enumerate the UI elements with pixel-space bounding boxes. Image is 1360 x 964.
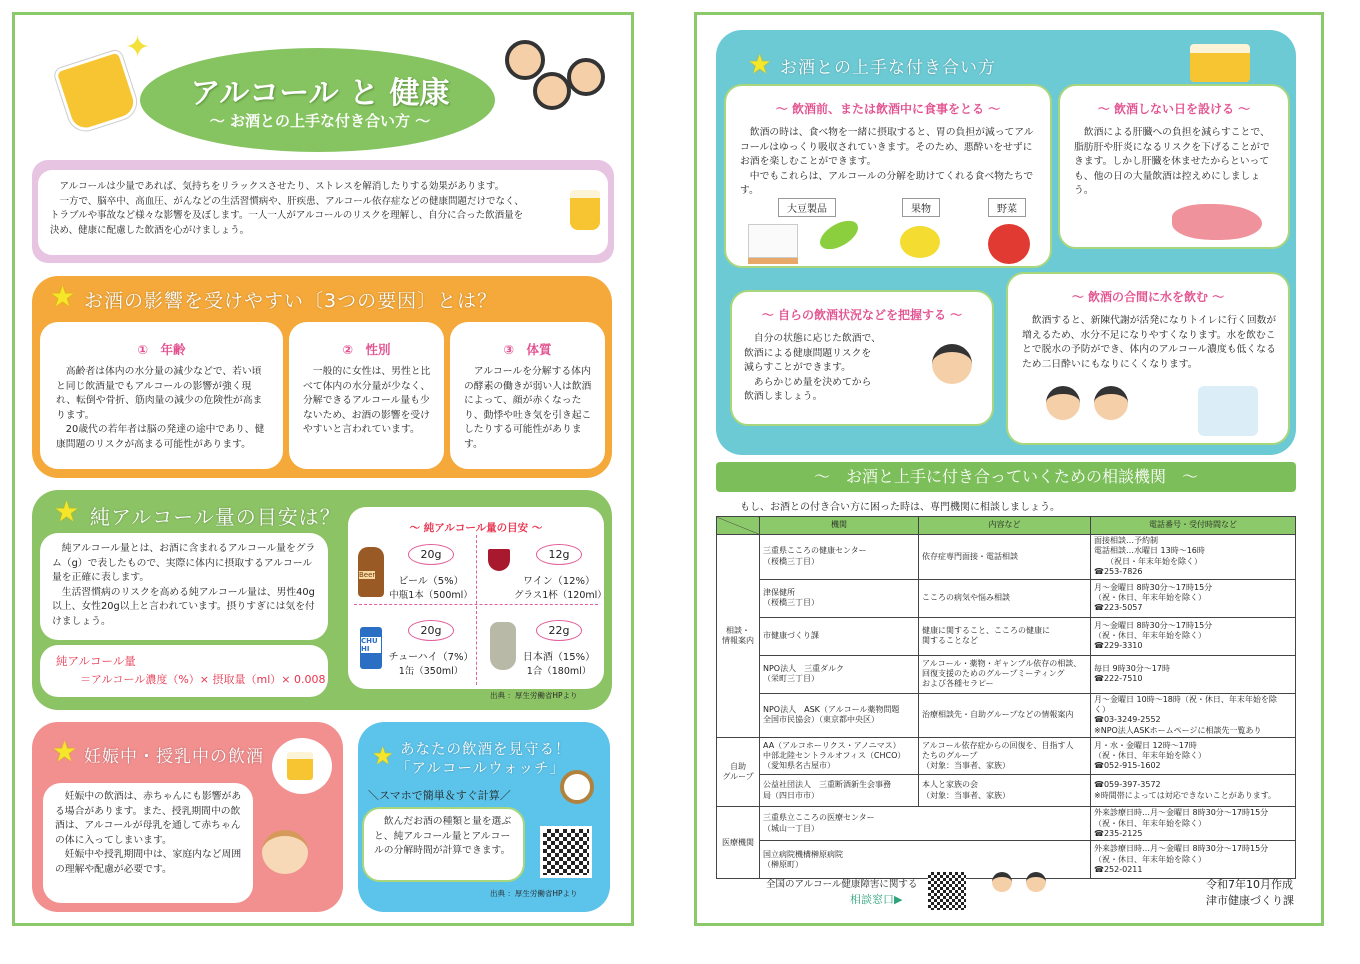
beer-mug-icon bbox=[570, 190, 600, 230]
tip-text: 飲酒すると、新陳代謝が活発になりトイレに行く回数が増えるため、水分不足になりやすくなります。水を飲むことで脱水の予防ができ、体内のアルコール濃度も低くなるため二日酔いにもなりにくくなります。 bbox=[1022, 315, 1277, 370]
contact-cell: 外来診療日時…月～金曜日 8時30分～17時15分 （祝・休日、年末年始を除く） ☎252-0211 bbox=[1091, 841, 1296, 879]
tip-text: 自分の状態に応じた飲酒で、 飲酒による健康問題リスクを 減らすことができます。 あらかじめ量を決めてから 飲酒しましょう。 bbox=[744, 333, 881, 403]
alcohol-watch-title: あなたの飲酒を見守る！ bbox=[400, 742, 571, 758]
baby-illustration bbox=[262, 830, 308, 874]
org-cell: 三重県立こころの医療センター （城山一丁目） bbox=[760, 807, 1091, 841]
contact-cell: 月～金曜日 8時30分～17時15分 （祝・休日、年末年始を除く） ☎229-3310 bbox=[1091, 617, 1296, 655]
pure-alcohol-text: 純アルコール量とは、お酒に含まれるアルコール量をグラム（g）で表したもので、実際に体内に摂取するアルコール量を正確に表します。 生活習慣病のリスクを高める純アルコール量は、男性40g以上、女性20g以上と言われています。摂りすぎには気を付けましょう。 bbox=[52, 543, 316, 627]
page-subtitle: ～ お酒との上手な付き合い方 ～ bbox=[209, 112, 431, 130]
column-header: 機関 bbox=[760, 517, 919, 535]
tofu-icon bbox=[748, 224, 798, 258]
factor-heading: ② 性別 bbox=[342, 342, 391, 357]
star-icon: ★ bbox=[52, 735, 78, 768]
divider bbox=[476, 535, 477, 685]
pregnancy-text: 妊娠中の飲酒は、赤ちゃんにも影響がある場合があります。また、授乳期間中の飲酒は、アルコールが母乳を通して赤ちゃんの体に入ってしまいます。 妊娠中や授乳期間中は、家庭内など周囲の理解や配慮が必要です。 bbox=[55, 791, 242, 875]
org-cell: NPO法人 三重ダルク （栄町三丁目） bbox=[760, 655, 919, 693]
drink-sake: 22g 日本酒（15%） 1合（180ml） bbox=[514, 619, 604, 677]
drink-guide-box bbox=[348, 507, 607, 689]
factor-card-constitution bbox=[450, 322, 605, 469]
table-row bbox=[717, 579, 1296, 617]
national-consult-label: 全国のアルコール健康障害に関する bbox=[766, 879, 918, 890]
intro-card bbox=[38, 170, 608, 255]
content-cell: アルコール・薬物・ギャンブル依存の相談、 回復支援のためのグループミーティング および各種セラピー bbox=[919, 655, 1091, 693]
tip-heading: ～ 自らの飲酒状況などを把握する ～ bbox=[761, 308, 963, 322]
column-header: 内容など bbox=[919, 517, 1091, 535]
qr-code[interactable] bbox=[540, 826, 592, 878]
sake-bottle-icon bbox=[490, 622, 516, 670]
star-icon: ★ bbox=[372, 742, 394, 770]
formula-box bbox=[40, 645, 328, 697]
drinking-water-illustration bbox=[1094, 386, 1128, 420]
factor-heading: ③ 体質 bbox=[503, 342, 552, 357]
department-name: 津市健康づくり課 bbox=[1206, 894, 1294, 907]
content-cell: 治療相談先・自助グループなどの情報案内 bbox=[919, 693, 1091, 738]
contact-cell: 月・水・金曜日 12時～17時 （祝・休日、年末年始を除く） ☎052-915-1602 bbox=[1091, 738, 1296, 775]
consultation-illustration bbox=[992, 872, 1060, 916]
org-cell: 国立病院機構榊原病院 （榊原町） bbox=[760, 841, 1091, 879]
alcohol-watch-name: 「アルコールウォッチ」 bbox=[396, 761, 566, 777]
page-title: アルコール と 健康 bbox=[190, 76, 450, 111]
tip-heading: ～ 飲酒しない日を設ける ～ bbox=[1097, 102, 1251, 116]
org-cell: AA（アルコホーリクス・アノニマス） 中部北陸セントラルオフィス（CHCO） （愛知県名古屋市） bbox=[760, 738, 919, 775]
factor-card-sex bbox=[289, 322, 444, 469]
sparkle-icon: ✦ bbox=[125, 30, 151, 65]
corner-cell bbox=[717, 517, 760, 535]
factor-text: 高齢者は体内の水分量の減少などで、若い頃と同じ飲酒量でもアルコールの影響が強く現れ、転倒や骨折、筋肉量の減少の危険性が高まります。 20歳代の若年者は脳の発達の途中であり、健康問題のリスクが高まる可能性があります。 bbox=[56, 366, 265, 450]
table-row bbox=[717, 535, 1296, 580]
category-cell: 相談・ 情報案内 bbox=[717, 535, 760, 738]
contact-cell: 外来診療日時…月～金曜日 8時30分～17時15分 （祝・休日、年末年始を除く） ☎235-2125 bbox=[1091, 807, 1296, 841]
tip-text: 飲酒の時は、食べ物を一緒に摂取すると、胃の負担が減ってアルコールはゆっくり吸収されていきます。そのため、悪酔いをせずにお酒を楽しむことができます。 中でもこれらは、アルコールの分解を助けてくれる食べ物たちです。 bbox=[740, 127, 1034, 197]
tip-card-eat bbox=[724, 84, 1052, 268]
wine-glass-icon bbox=[488, 549, 510, 571]
contact-cell: ☎059-397-3572 ※時間帯によっては対応できないことがあります。 bbox=[1091, 775, 1296, 807]
contact-cell: 毎日 9時30分～17時 ☎222-7510 bbox=[1091, 655, 1296, 693]
table-row bbox=[717, 807, 1296, 841]
source-note: 出典 ：厚生労働省HPより bbox=[490, 691, 578, 700]
divider bbox=[354, 604, 598, 605]
column-header: 電話番号・受付時間など bbox=[1091, 517, 1296, 535]
table-row bbox=[717, 738, 1296, 775]
created-date: 令和7年10月作成 bbox=[1206, 878, 1293, 891]
qr-code[interactable] bbox=[928, 872, 966, 910]
tip-card-self-check bbox=[730, 290, 994, 426]
contact-cell: 月～金曜日 8時30分～17時15分 （祝・休日、年末年始を除く） ☎223-5057 bbox=[1091, 579, 1296, 617]
food-label-vegetable: 野菜 bbox=[988, 198, 1026, 217]
source-note: 出典 ：厚生労働省HPより bbox=[490, 889, 578, 898]
edamame-icon bbox=[815, 215, 862, 255]
category-cell: 自助 グループ bbox=[717, 738, 760, 807]
contact-cell: 月～金曜日 10時～18時（祝・休日、年末年始を除く） ☎03-3249-2552 ※NPO法人ASKホームページに相談先一覧あり bbox=[1091, 693, 1296, 738]
tip-card-water bbox=[1006, 272, 1290, 445]
table-row bbox=[717, 693, 1296, 738]
star-icon: ★ bbox=[54, 495, 80, 528]
watch-icon bbox=[560, 770, 594, 804]
tip-heading: ～ 飲酒の合間に水を飲む ～ bbox=[1071, 290, 1225, 304]
consult-intro: もし、お酒との付き合い方に困った時は、専門機関に相談しましょう。 bbox=[740, 502, 1060, 513]
org-cell: 三重県こころの健康センター （桜橋三丁目） bbox=[760, 535, 919, 580]
family-illustration bbox=[495, 40, 610, 115]
formula-text: ＝アルコール濃度（%）× 摂取量（ml）× 0.008 bbox=[80, 673, 326, 686]
pure-alcohol-title: 純アルコール量の目安は？ bbox=[90, 505, 341, 529]
factor-card-age bbox=[40, 322, 283, 469]
thinking-woman-illustration bbox=[932, 344, 972, 384]
org-cell: 津保健所 （桜橋三丁目） bbox=[760, 579, 919, 617]
tips-title: お酒との上手な付き合い方 bbox=[780, 58, 996, 78]
alcohol-watch-text: 飲んだお酒の種類と量を選ぶと、純アルコール量とアルコールの分解時間が計算できます。 bbox=[374, 816, 512, 857]
tip-heading: ～ 飲酒前、または飲酒中に食事をとる ～ bbox=[775, 102, 1001, 116]
drinking-water-illustration bbox=[1046, 386, 1080, 420]
table-row bbox=[717, 775, 1296, 807]
lemon-icon bbox=[900, 226, 940, 258]
consult-banner: ～ お酒と上手に付き合っていくための相談機関 ～ bbox=[716, 462, 1296, 492]
alcohol-watch-text-box bbox=[362, 807, 525, 882]
tomato-icon bbox=[988, 224, 1030, 264]
tip-text: 飲酒による肝臓への負担を減らすことで、脂肪肝や肝炎になるリスクを下げることができます。しかし肝臓を休ませたからといっても、他の日の大量飲酒は控えめにしましょう。 bbox=[1074, 127, 1270, 197]
alcohol-watch-tagline: ＼スマホで簡単＆すぐ計算／ bbox=[368, 789, 511, 802]
table-row bbox=[717, 655, 1296, 693]
liver-icon bbox=[1172, 204, 1262, 240]
content-cell: 健康に関すること、こころの健康に 関することなど bbox=[919, 617, 1091, 655]
consult-table bbox=[716, 516, 1296, 879]
drink-beer: 20g ビール（5%） 中瓶1本（500ml） bbox=[388, 543, 474, 601]
beer-bottle-icon: Beer bbox=[358, 547, 384, 597]
content-cell: アルコール依存症からの回復を、目指す人 たちのグループ （対象：当事者、家族） bbox=[919, 738, 1091, 775]
star-icon: ★ bbox=[50, 280, 76, 313]
drink-wine: 12g ワイン（12%） グラス1杯（120ml） bbox=[514, 543, 604, 601]
chuhai-can-icon: CHU HI bbox=[360, 627, 382, 669]
factor-heading: ① 年齢 bbox=[137, 342, 186, 357]
national-consult-link[interactable]: 相談窓口▶ bbox=[850, 893, 903, 906]
content-cell: 本人と家族の会 （対象：当事者、家族） bbox=[919, 775, 1091, 807]
table-row bbox=[717, 617, 1296, 655]
category-cell: 医療機関 bbox=[717, 807, 760, 879]
waking-up-illustration bbox=[1198, 386, 1258, 436]
formula-label: 純アルコール量 bbox=[56, 654, 136, 668]
factor-text: 一般的に女性は、男性と比べて体内の水分量が少なく、分解できるアルコール量も少ないため、お酒の影響を受けやすいと言われています。 bbox=[303, 366, 431, 436]
pure-alcohol-description bbox=[40, 533, 328, 640]
star-icon: ★ bbox=[748, 50, 772, 80]
tip-card-rest-day bbox=[1058, 84, 1290, 249]
contact-cell: 面接相談…予約制 電話相談…水曜日 13時～16時 （祝日・年末年始を除く） ☎253-7826 bbox=[1091, 535, 1296, 580]
intro-text: アルコールは少量であれば、気持ちをリラックスさせたり、ストレスを解消したりする効果があります。 一方で、脳卒中、高血圧、がんなどの生活習慣病や、肝疾患、アルコール依存症などの健康問題だけでなく、 トラブルや事故など様々な影響を及ぼします。一人一人がアルコールのリスクを理解し、自分に合った飲酒量を 決め、健康に配慮した飲酒を心がけましょう。 bbox=[50, 181, 524, 236]
drink-chuhai: 20g チューハイ（7%） 1缶（350ml） bbox=[388, 619, 474, 677]
org-cell: 市健康づくり課 bbox=[760, 617, 919, 655]
factors-title: お酒の影響を受けやすい〔3つの要因〕とは？ bbox=[84, 290, 498, 312]
food-label-fruit: 果物 bbox=[902, 198, 940, 217]
food-label-soy: 大豆製品 bbox=[778, 198, 836, 217]
beer-mug-icon bbox=[287, 752, 313, 780]
content-cell: 依存症専門面接・電話相談 bbox=[919, 535, 1091, 580]
pregnancy-text-box bbox=[43, 783, 253, 903]
pregnancy-title: 妊娠中・授乳中の飲酒 bbox=[84, 747, 264, 767]
org-cell: NPO法人 ASK（アルコール薬物問題 全国市民協会）（東京都中央区） bbox=[760, 693, 919, 738]
content-cell: こころの病気や悩み相談 bbox=[919, 579, 1091, 617]
beer-mugs-icon bbox=[1190, 44, 1250, 82]
drink-guide-title: ～ 純アルコール量の目安 ～ bbox=[409, 522, 543, 534]
factor-text: アルコールを分解する体内の酵素の働きが弱い人は飲酒によって、顔が赤くなったり、動悸や吐き気を引き起こしたりする可能性があります。 bbox=[464, 366, 592, 450]
org-cell: 公益社団法人 三重断酒新生会事務 局（四日市市） bbox=[760, 775, 919, 807]
